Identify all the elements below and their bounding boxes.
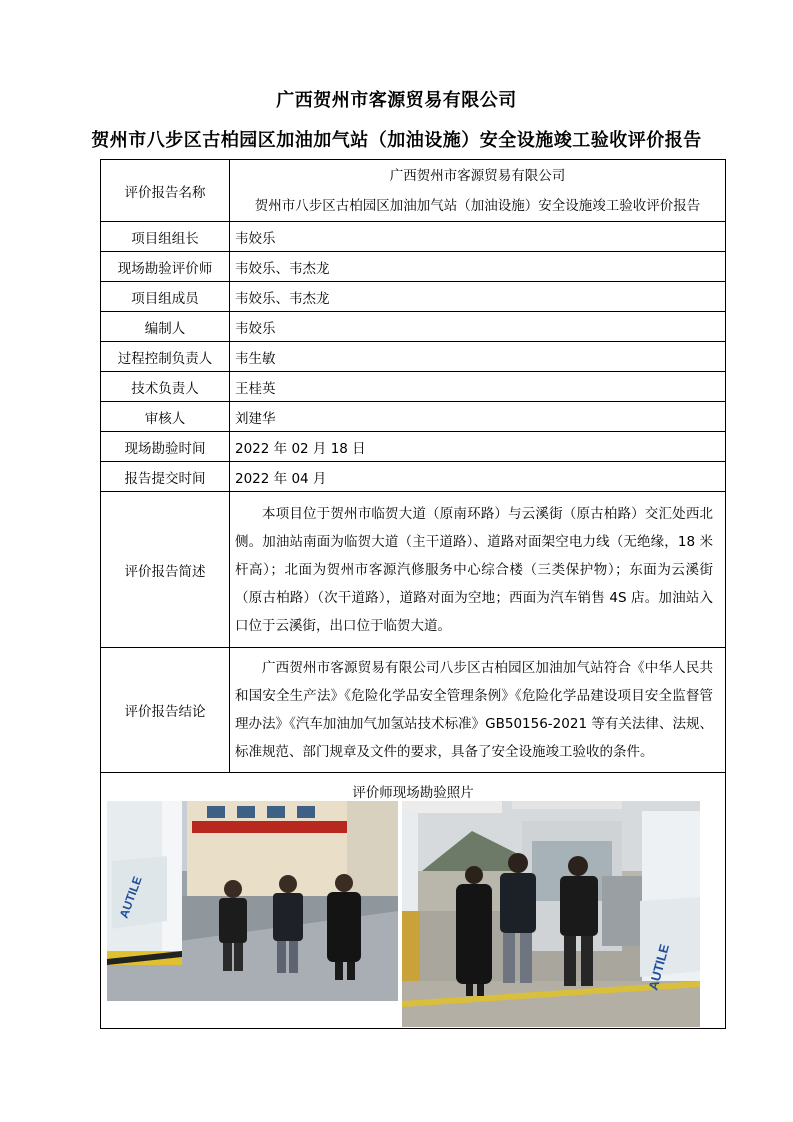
row-value: 2022 年 02 月 18 日 bbox=[230, 432, 726, 462]
summary-label: 评价报告简述 bbox=[101, 492, 230, 648]
photo1-sign-text: AUTILE bbox=[116, 874, 145, 921]
summary-value bbox=[230, 492, 726, 648]
table-row bbox=[101, 402, 726, 432]
row-label: 项目组成员 bbox=[101, 282, 230, 312]
row-label: 报告提交时间 bbox=[101, 462, 230, 492]
site-photo-2 bbox=[402, 801, 700, 1027]
report-name-label: 评价报告名称 bbox=[101, 160, 230, 222]
table-row bbox=[101, 222, 726, 252]
table-row bbox=[101, 773, 726, 1029]
report-info-table bbox=[100, 159, 726, 1029]
summary-text: 本项目位于贺州市临贺大道（原南环路）与云溪街（原古柏路）交汇处西北侧。加油站南面为临贺大道（主干道路）、道路对面架空电力线（无绝缘，18 米杆高）；北面为贺州市客源汽修服务中心综合楼（三类保护物）；东面为云溪街（原古柏路）（次干道路），道路对面为空地；西面为汽车销售 4S 店。加油站入口位于云溪街，出口位于临贺大道。 bbox=[235, 505, 713, 634]
row-label: 项目组组长 bbox=[101, 222, 230, 252]
row-value: 韦姣乐、韦杰龙 bbox=[230, 252, 726, 282]
row-value: 2022 年 04 月 bbox=[230, 462, 726, 492]
table-row bbox=[101, 160, 726, 222]
photos-cell bbox=[101, 773, 726, 1029]
site-photo-1-image bbox=[107, 801, 398, 1001]
conclusion-label: 评价报告结论 bbox=[101, 648, 230, 773]
photo2-sign-text: AUTILE bbox=[645, 942, 673, 992]
photos-caption: 评价师现场勘验照片 bbox=[352, 785, 474, 801]
site-photo-2-image bbox=[402, 801, 700, 1027]
row-label: 审核人 bbox=[101, 402, 230, 432]
row-value: 韦生敏 bbox=[230, 342, 726, 372]
report-name-line1: 广西贺州市客源贸易有限公司 bbox=[389, 167, 566, 184]
row-value: 韦姣乐、韦杰龙 bbox=[230, 282, 726, 312]
report-name-value bbox=[230, 160, 726, 222]
conclusion-text: 广西贺州市客源贸易有限公司八步区古柏园区加油加气站符合《中华人民共和国安全生产法》《危险化学品安全管理条例》《危险化学品建设项目安全监督管理办法》《汽车加油加气加氢站技术标准》GB50156-2021 等有关法律、法规、标准规范、部门规章及文件的要求，具备了安全设施竣工验收的条件。 bbox=[235, 660, 713, 760]
table-row bbox=[101, 372, 726, 402]
report-name-line2: 贺州市八步区古柏园区加油加气站（加油设施）安全设施竣工验收评价报告 bbox=[254, 197, 701, 214]
conclusion-value bbox=[230, 648, 726, 773]
table-row bbox=[101, 648, 726, 773]
row-label: 现场勘验评价师 bbox=[101, 252, 230, 282]
table-row bbox=[101, 492, 726, 648]
site-photo-1 bbox=[107, 801, 398, 1001]
table-row bbox=[101, 312, 726, 342]
row-label: 现场勘验时间 bbox=[101, 432, 230, 462]
table-row bbox=[101, 282, 726, 312]
table-row bbox=[101, 252, 726, 282]
report-title: 贺州市八步区古柏园区加油加气站（加油设施）安全设施竣工验收评价报告 bbox=[91, 130, 702, 151]
row-value: 王桂英 bbox=[230, 372, 726, 402]
row-label: 过程控制负责人 bbox=[101, 342, 230, 372]
row-value: 韦姣乐 bbox=[230, 312, 726, 342]
table-row bbox=[101, 462, 726, 492]
table-row bbox=[101, 432, 726, 462]
company-name: 广西贺州市客源贸易有限公司 bbox=[276, 90, 517, 111]
row-value: 刘建华 bbox=[230, 402, 726, 432]
table-row bbox=[101, 342, 726, 372]
row-label: 技术负责人 bbox=[101, 372, 230, 402]
row-label: 编制人 bbox=[101, 312, 230, 342]
row-value: 韦姣乐 bbox=[230, 222, 726, 252]
